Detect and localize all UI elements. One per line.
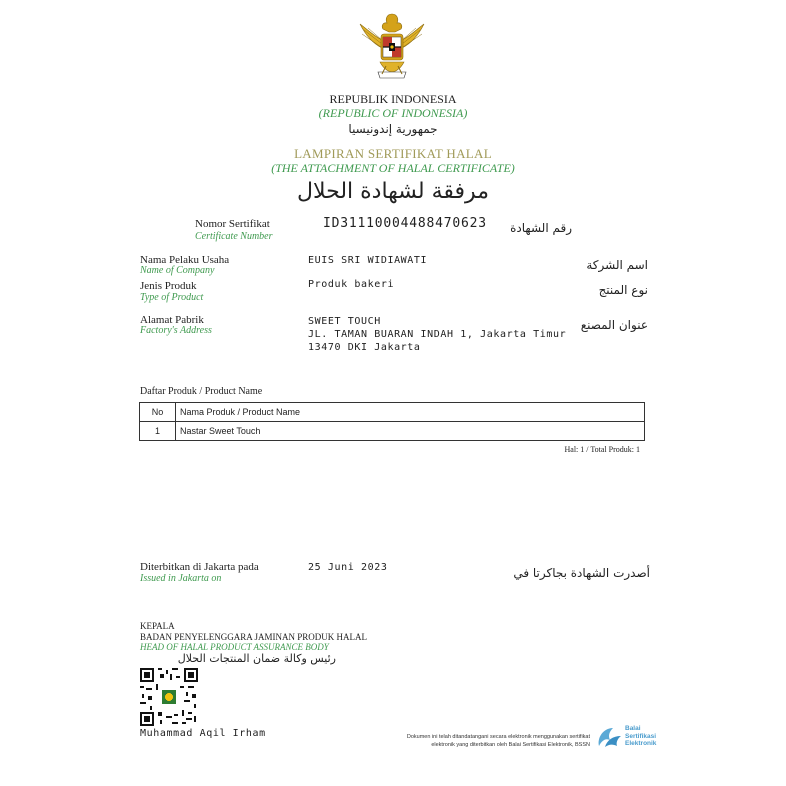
bsre-label (625, 725, 656, 748)
product-type-label-ar: نوع المنتج (598, 283, 648, 297)
issued-label: Diterbitkan di Jakarta pada (140, 561, 259, 573)
doc-title-ar: مرفقة لشهادة الحلال (297, 179, 489, 204)
signatory-agency-en: HEAD OF HALAL PRODUCT ASSURANCE BODY (140, 642, 329, 652)
factory-address-label-ar: عنوان المصنع (580, 318, 648, 332)
certificate-number: ID31110004488470623 (323, 216, 487, 231)
bsre-logo-icon (595, 724, 623, 750)
factory-address-line3: 13470 DKI Jakarta (308, 342, 421, 353)
column-header-no: No (140, 403, 176, 422)
issued-label-en: Issued in Jakarta on (140, 573, 222, 584)
company-label: Nama Pelaku Usaha (140, 254, 230, 266)
country-title-ar: جمهورية إندونيسيا (348, 122, 438, 136)
garuda-emblem (356, 10, 428, 86)
page-info: Hal: 1 / Total Produk: 1 (564, 445, 640, 454)
issued-label-ar: أصدرت الشهادة بجاكرتا في (513, 566, 650, 580)
qr-code (140, 668, 198, 726)
certificate-number-label: Nomor Sertifikat (195, 218, 270, 230)
certificate-number-label-ar: رقم الشهادة (510, 221, 572, 235)
product-table (139, 402, 645, 441)
garuda-emblem-icon (360, 14, 424, 78)
country-title: REPUBLIK INDONESIA (329, 92, 457, 106)
factory-address-label-en: Factory's Address (140, 325, 212, 336)
signatory-title: KEPALA (140, 621, 175, 631)
table-cell-no: 1 (140, 422, 176, 441)
factory-address-label: Alamat Pabrik (140, 314, 204, 326)
doc-title-en: (THE ATTACHMENT OF HALAL CERTIFICATE) (271, 161, 515, 175)
signatory-agency-ar: رئيس وكالة ضمان المنتجات الحلال (177, 652, 336, 665)
factory-address-line2: JL. TAMAN BUARAN INDAH 1, Jakarta Timur (308, 329, 567, 340)
bsre-label-line1: Balai (625, 725, 641, 732)
product-type-value: Produk bakeri (308, 279, 395, 290)
bsre-label-line3: Elektronik (625, 740, 657, 747)
column-header-name: Nama Produk / Product Name (176, 403, 645, 422)
table-cell-name: Nastar Sweet Touch (176, 422, 645, 441)
company-label-ar: اسم الشركة (586, 258, 648, 272)
table-row (140, 422, 645, 441)
issued-date: 25 Juni 2023 (308, 562, 388, 573)
e-signature-note-line1: Dokumen ini telah ditandatangani secara elektronik menggunakan sertifikat (406, 734, 590, 740)
certificate-number-label-en: Certificate Number (195, 231, 273, 242)
product-type-label: Jenis Produk (140, 280, 197, 292)
bsre-label-line2: Sertifikasi (625, 732, 657, 740)
signatory-agency: BADAN PENYELENGGARA JAMINAN PRODUK HALAL (140, 632, 367, 642)
signatory-name: Muhammad Aqil Irham (140, 728, 266, 739)
product-list-title: Daftar Produk / Product Name (140, 386, 263, 397)
company-label-en: Name of Company (140, 265, 215, 276)
company-value: EUIS SRI WIDIAWATI (308, 255, 428, 266)
table-header-row (140, 403, 645, 422)
country-title-en: (REPUBLIC OF INDONESIA) (318, 106, 468, 120)
e-signature-note-line2: elektronik yang diterbitkan oleh Balai Sertifikasi Elektronik, BSSN (431, 742, 590, 748)
product-type-label-en: Type of Product (140, 292, 204, 303)
doc-title: LAMPIRAN SERTIFIKAT HALAL (294, 146, 492, 161)
factory-address-line1: SWEET TOUCH (308, 316, 381, 327)
